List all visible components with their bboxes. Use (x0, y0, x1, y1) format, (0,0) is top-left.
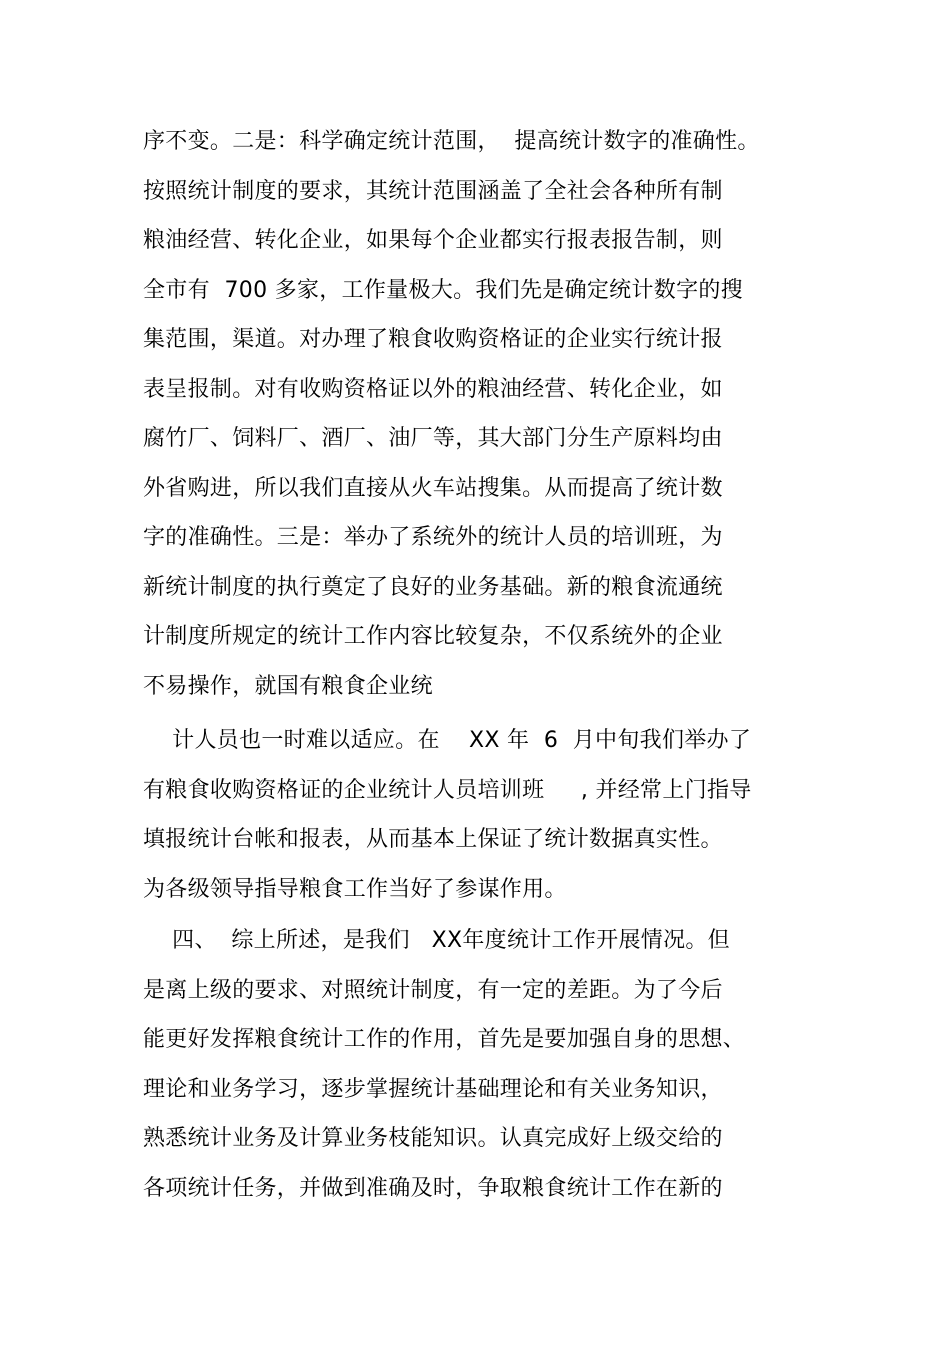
text-line: 腐竹厂、饲料厂、酒厂、油厂等，其大部门分生产原料均由 (143, 426, 723, 451)
text-line: 全市有 700 多家，工作量极大。我们先是确定统计数字的搜 (143, 278, 743, 303)
text-line: 序不变。二是：科学确定统计范围， 提高统计数字的准确性。 (143, 129, 760, 154)
text-line: 是离上级的要求、对照统计制度，有一定的差距。为了今后 (143, 978, 723, 1003)
text-line: 有粮食收购资格证的企业统计人员培训班 , 并经常上门指导 (143, 778, 752, 803)
text-line: 表呈报制。对有收购资格证以外的粮油经营、转化企业，如 (143, 377, 723, 402)
text-line: 不易操作，就国有粮食企业统 (143, 674, 433, 699)
text-line: 集范围，渠道。对办理了粮食收购资格证的企业实行统计报 (143, 327, 723, 352)
text-line: 熟悉统计业务及计算业务枝能知识。认真完成好上级交给的 (143, 1126, 723, 1151)
text-line: 计人员也一时难以适应。在 XX 年 6 月中旬我们举办了 (143, 728, 752, 753)
text-line: 字的准确性。三是：举办了系统外的统计人员的培训班，为 (143, 525, 723, 550)
text-line: 填报统计台帐和报表，从而基本上保证了统计数据真实性。 (143, 827, 723, 852)
text-line: 粮油经营、转化企业，如果每个企业都实行报表报告制，则 (143, 228, 723, 253)
text-line: 四、 综上所述，是我们 XX年度统计工作开展情况。但 (143, 928, 730, 953)
text-line: 外省购进，所以我们直接从火车站搜集。从而提高了统计数 (143, 476, 723, 501)
text-line: 计制度所规定的统计工作内容比较复杂，不仅系统外的企业 (143, 624, 723, 649)
text-line: 能更好发挥粮食统计工作的作用，首先是要加强自身的思想、 (143, 1027, 746, 1052)
text-line: 各项统计任务，并做到准确及时，争取粮食统计工作在新的 (143, 1176, 723, 1201)
text-line: 新统计制度的执行奠定了良好的业务基础。新的粮食流通统 (143, 575, 723, 600)
text-line: 为各级领导指导粮食工作当好了参谋作用。 (143, 877, 567, 902)
text-line: 按照统计制度的要求，其统计范围涵盖了全社会各种所有制 (143, 179, 723, 204)
text-line: 理论和业务学习，逐步掌握统计基础理论和有关业务知识， (143, 1077, 723, 1102)
